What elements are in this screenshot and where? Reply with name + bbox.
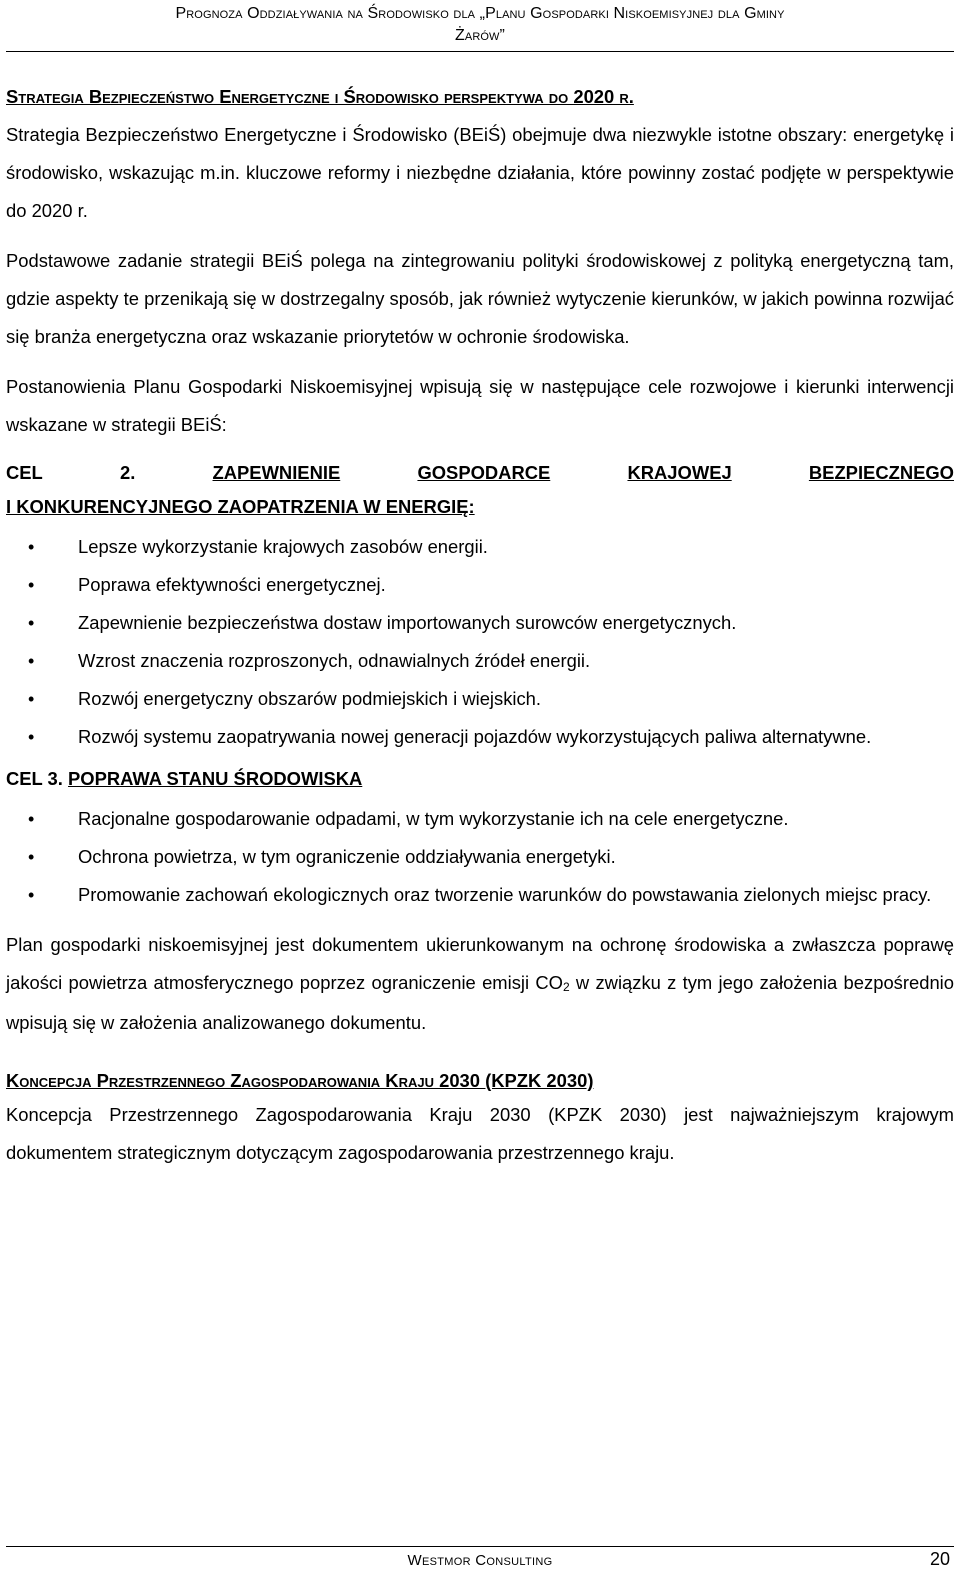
subscript-2: 2 <box>562 980 570 994</box>
bullet-icon: • <box>28 727 35 747</box>
section-heading-beis: Strategia Bezpieczeństwo Energetyczne i Środowisko perspektywa do 2020 r. <box>6 86 634 107</box>
paragraph-kpzk: Koncepcja Przestrzennego Zagospodarowania Kraju 2030 (KPZK 2030) jest najważniejszym krajowym dokumentem strategicznym dotyczącym zagospodarowania przestrzennego kraju. <box>6 1104 954 1163</box>
bullet-icon: • <box>28 689 35 709</box>
cel2-word: CEL <box>6 462 43 483</box>
paragraph-beis-task: Podstawowe zadanie strategii BEiŚ polega na zintegrowaniu polityki środowiskowej z polityką energetyczną tam, gdzie aspekty te przenikają się w dostrzegalny sposób, jak również wytyczenie kierunków, w jakich powinna rozwijać się branża energetyczna oraz wskazanie priorytetów w ochronie środowiska. <box>6 250 954 347</box>
cel2-word: GOSPODARCE <box>417 462 551 483</box>
cel3-title: POPRAWA STANU ŚRODOWISKA <box>68 768 363 789</box>
list-item: • Poprawa efektywności energetycznej. <box>6 566 954 604</box>
list-item: • Rozwój systemu zaopatrywania nowej generacji pojazdów wykorzystujących paliwa alternatywne. <box>6 718 954 756</box>
cel2-list <box>6 528 954 756</box>
section-heading-kpzk: Koncepcja Przestrzennego Zagospodarowania Kraju 2030 (KPZK 2030) <box>6 1070 594 1091</box>
footer-rule <box>6 1546 954 1547</box>
header-line-1: Prognoza Oddziaływania na Środowisko dla „Planu Gospodarki Niskoemisyjnej dla Gminy <box>175 5 785 22</box>
list-item: • Lepsze wykorzystanie krajowych zasobów energii. <box>6 528 954 566</box>
running-footer <box>6 1546 954 1582</box>
cel3-heading <box>6 762 954 796</box>
bullet-icon: • <box>28 809 35 829</box>
bullet-icon: • <box>28 885 35 905</box>
cel2-heading <box>6 456 954 524</box>
page-content <box>6 84 954 1172</box>
list-item: • Wzrost znaczenia rozproszonych, odnawialnych źródeł energii. <box>6 642 954 680</box>
paragraph-beis-goals: Postanowienia Planu Gospodarki Niskoemisyjnej wpisują się w następujące cele rozwojowe i kierunki interwencji wskazane w strategii BEiŚ: <box>6 376 954 435</box>
bullet-icon: • <box>28 613 35 633</box>
bullet-icon: • <box>28 651 35 671</box>
list-item: • Zapewnienie bezpieczeństwa dostaw importowanych surowców energetycznych. <box>6 604 954 642</box>
cel3-prefix: CEL 3. <box>6 768 63 789</box>
cel2-word: BEZPIECZNEGO <box>808 462 954 483</box>
running-header <box>6 0 954 47</box>
bullet-icon: • <box>28 575 35 595</box>
cel2-word: ZAPEWNIENIE <box>212 462 341 483</box>
bullet-icon: • <box>28 847 35 867</box>
bullet-icon: • <box>28 537 35 557</box>
paragraph-summary: Plan gospodarki niskoemisyjnej jest dokumentem ukierunkowanym na ochronę środowiska a zwłaszcza poprawę jakości powietrza atmosferycznego poprzez ograniczenie emisji CO2 w związku z tym jego założenia bezpośrednio wpisują się w założenia analizowanego dokumentu. <box>6 934 954 1033</box>
cel2-word: 2. <box>119 462 136 483</box>
cel3-list <box>6 800 954 914</box>
list-item: • Promowanie zachowań ekologicznych oraz tworzenie warunków do powstawania zielonych miejsc pracy. <box>6 876 954 914</box>
header-rule <box>6 51 954 52</box>
header-line-2: Żarów” <box>455 27 505 44</box>
list-item: • Racjonalne gospodarowanie odpadami, w tym wykorzystanie ich na cele energetyczne. <box>6 800 954 838</box>
footer-firm-name: Westmor Consulting <box>407 1552 553 1569</box>
cel2-heading-line-2: I KONKURENCYJNEGO ZAOPATRZENIA W ENERGIĘ: <box>6 496 475 517</box>
list-item: • Rozwój energetyczny obszarów podmiejskich i wiejskich. <box>6 680 954 718</box>
list-item: • Ochrona powietrza, w tym ograniczenie oddziaływania energetyki. <box>6 838 954 876</box>
cel2-heading-line-1 <box>6 456 954 490</box>
page-number: 20 <box>929 1549 950 1569</box>
paragraph-beis-intro: Strategia Bezpieczeństwo Energetyczne i Środowisko (BEiŚ) obejmuje dwa niezwykle istotne obszary: energetykę i środowisko, wskazując m.in. kluczowe reformy i niezbędne działania, które powinny zostać podjęte w perspektywie do 2020 r. <box>6 124 954 221</box>
cel2-word: KRAJOWEJ <box>627 462 732 483</box>
